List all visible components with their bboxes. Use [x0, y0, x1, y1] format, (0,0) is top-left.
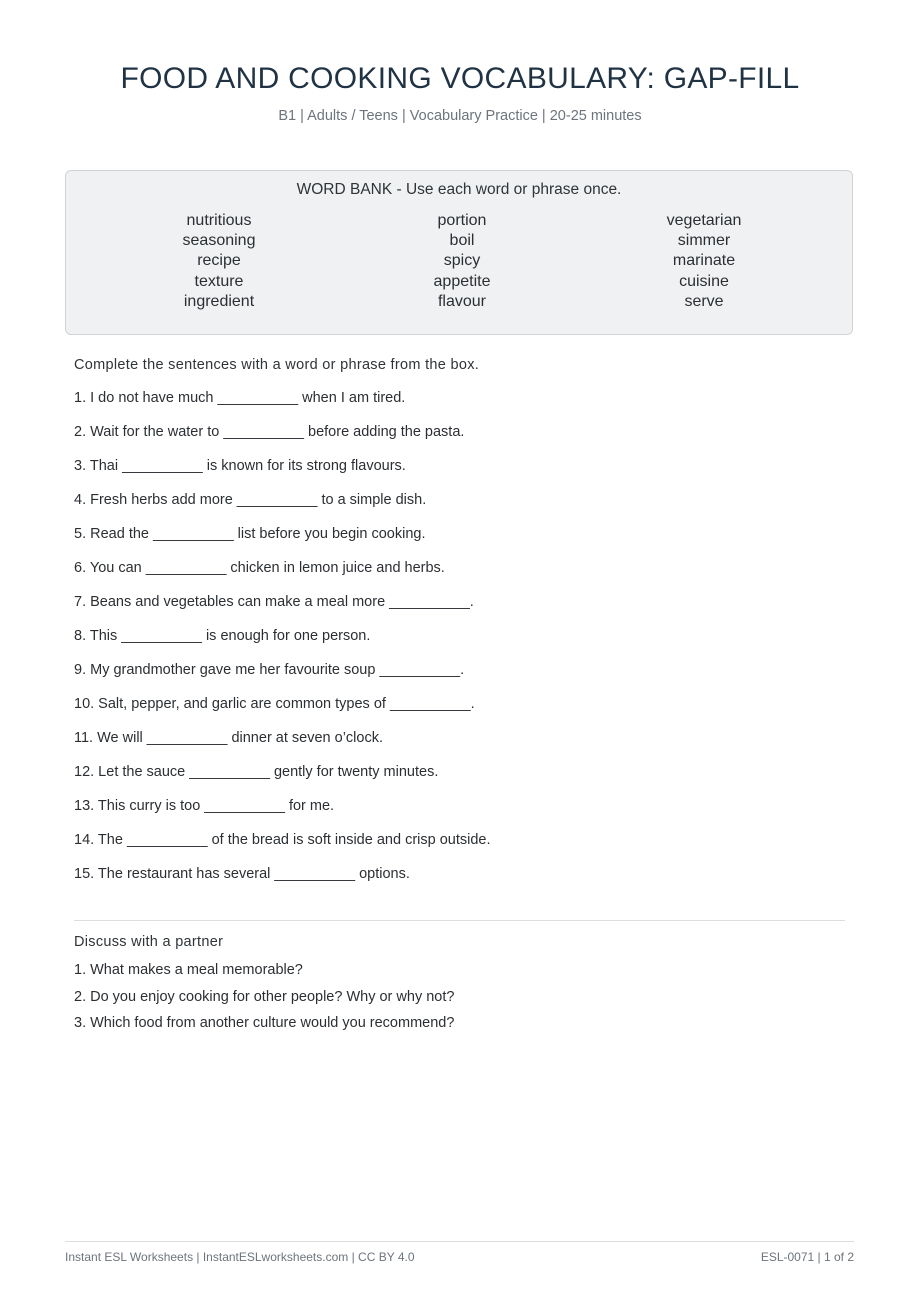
gap-fill-question: 8. This __________ is enough for one person. [74, 628, 371, 644]
gap-fill-question: 13. This curry is too __________ for me. [74, 798, 335, 814]
word-bank-word: simmer [677, 232, 731, 250]
gap-fill-question: 9. My grandmother gave me her favourite soup __________. [74, 662, 465, 678]
word-bank-word: flavour [437, 292, 487, 310]
gap-fill-question: 10. Salt, pepper, and garlic are common types of __________. [74, 696, 475, 712]
discussion-question: 1. What makes a meal memorable? [74, 962, 303, 978]
word-bank-heading: WORD BANK - Use each word or phrase once. [296, 181, 622, 198]
word-bank-column-3 [584, 211, 824, 312]
gap-fill-question: 6. You can __________ chicken in lemon juice and herbs. [74, 560, 445, 576]
section-divider [74, 920, 845, 921]
word-bank-column-1 [99, 211, 339, 312]
word-bank-word: cuisine [679, 272, 729, 290]
word-bank-word: boil [449, 232, 475, 250]
discussion-questions [74, 961, 454, 1041]
gap-fill-questions [74, 389, 834, 899]
worksheet-title: FOOD AND COOKING VOCABULARY: GAP-FILL [120, 62, 800, 95]
word-bank-word: texture [194, 272, 244, 290]
word-bank-word: appetite [433, 272, 491, 290]
word-bank-word: recipe [197, 252, 241, 270]
word-bank-word: vegetarian [666, 212, 742, 229]
word-bank-word: seasoning [182, 232, 256, 250]
word-bank-word: ingredient [183, 292, 255, 310]
word-bank-word: nutritious [186, 212, 252, 229]
word-bank-word: spicy [443, 252, 481, 270]
gap-fill-question: 7. Beans and vegetables can make a meal more __________. [74, 594, 474, 610]
gap-fill-question: 12. Let the sauce __________ gently for twenty minutes. [74, 764, 439, 780]
discussion-question: 2. Do you enjoy cooking for other people? Why or why not? [74, 988, 455, 1005]
footer-divider [65, 1241, 854, 1242]
exercise-instruction: Complete the sentences with a word or phrase from the box. [74, 357, 480, 373]
worksheet-subtitle: B1 | Adults / Teens | Vocabulary Practice | 20-25 minutes [278, 108, 642, 124]
gap-fill-question: 14. The __________ of the bread is soft inside and crisp outside. [74, 832, 491, 848]
word-bank-word: serve [684, 292, 724, 310]
discussion-heading: Discuss with a partner [74, 934, 224, 950]
word-bank-word: marinate [672, 252, 736, 270]
gap-fill-question: 2. Wait for the water to __________ before adding the pasta. [74, 424, 465, 440]
word-bank [65, 170, 853, 335]
word-bank-word: portion [437, 212, 487, 229]
gap-fill-question: 11. We will __________ dinner at seven o’clock. [74, 730, 383, 746]
discussion-question: 3. Which food from another culture would you recommend? [74, 1015, 455, 1032]
gap-fill-question: 15. The restaurant has several __________ options. [74, 866, 410, 882]
gap-fill-question: 5. Read the __________ list before you begin cooking. [74, 526, 426, 542]
gap-fill-question: 3. Thai __________ is known for its strong flavours. [74, 458, 406, 474]
gap-fill-question: 1. I do not have much __________ when I am tired. [74, 390, 406, 406]
gap-fill-question: 4. Fresh herbs add more __________ to a simple dish. [74, 492, 427, 508]
word-bank-column-2 [342, 211, 582, 312]
footer-credits: Instant ESL Worksheets | InstantESLworksheets.com | CC BY 4.0 [65, 1250, 415, 1264]
footer-page-number: ESL-0071 | 1 of 2 [760, 1250, 854, 1264]
